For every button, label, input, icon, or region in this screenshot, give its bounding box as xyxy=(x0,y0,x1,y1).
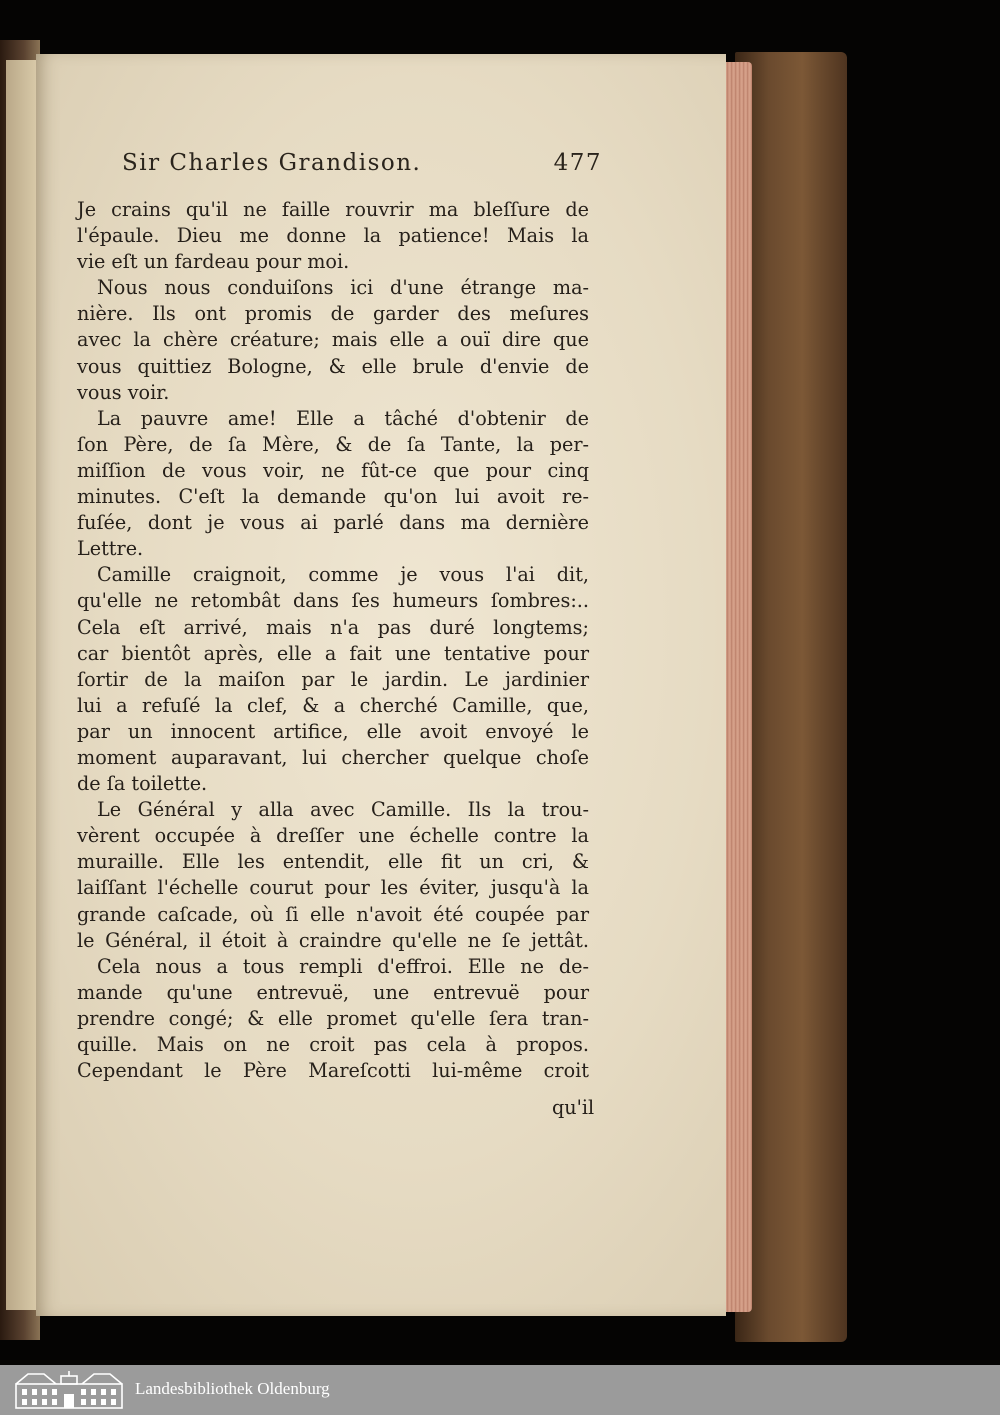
text-line: minutes. C'eſt la demande qu'on lui avoit re- xyxy=(77,485,589,509)
text-line: Camille craignoit, comme je vous l'ai dit, xyxy=(97,563,589,587)
text-line: par un innocent artifice, elle avoit envoyé le xyxy=(77,719,589,743)
text-line: La pauvre ame! Elle a tâché d'obtenir de xyxy=(97,406,589,430)
text-line: vèrent occupée à dreſſer une échelle contre la xyxy=(77,824,589,848)
text-line: Le Général y alla avec Camille. Ils la trou- xyxy=(97,798,589,822)
left-page-edge xyxy=(6,60,36,1310)
running-head xyxy=(122,150,602,176)
footer-bar xyxy=(0,1365,1000,1415)
catchword: qu'il xyxy=(552,1096,595,1119)
text-line: vous voir. xyxy=(77,380,170,404)
text-line: Je crains qu'il ne faille rouvrir ma bleſſure de xyxy=(77,198,589,221)
text-line: quille. Mais on ne croit pas cela à propos. xyxy=(77,1033,589,1056)
text-line: fuſée, dont je vous ai parlé dans ma dernière xyxy=(77,511,589,535)
text-line: Cependant le Père Mareſcotti lui-même croit xyxy=(77,1059,589,1083)
page-number: 477 xyxy=(553,150,602,176)
text-line: ſon Père, de ſa Mère, & de ſa Tante, la per- xyxy=(77,432,589,456)
running-head-title: Sir Charles Grandison. xyxy=(122,150,422,176)
text-line: laiſſant l'échelle courut pour les éviter, jusqu'à la xyxy=(77,876,589,900)
text-line: moment auparavant, lui chercher quelque choſe xyxy=(77,745,589,769)
text-line: vie eſt un fardeau pour moi. xyxy=(77,250,350,274)
text-line: lui a refuſé la clef, & a cherché Camille, que, xyxy=(77,693,589,717)
text-line: qu'elle ne retombât dans ſes humeurs ſombres:.. xyxy=(77,589,589,613)
text-line: Cela eſt arrivé, mais n'a pas duré longtems; xyxy=(77,615,589,639)
text-line: nière. Ils ont promis de garder des meſures xyxy=(77,302,589,326)
library-name: Landesbibliothek Oldenburg xyxy=(135,1379,330,1398)
text-line: vous quittiez Bologne, & elle brule d'envie de xyxy=(77,354,589,378)
text-line: prendre congé; & elle promet qu'elle ſera tran- xyxy=(77,1006,589,1030)
text-line: muraille. Elle les entendit, elle fit un cri, & xyxy=(77,850,589,874)
text-line: avec la chère créature; mais elle a ouï dire que xyxy=(77,328,589,352)
text-line: Cela nous a tous rempli d'effroi. Elle ne de- xyxy=(97,954,589,978)
text-line: miſſion de vous voir, ne fût-ce que pour cinq xyxy=(77,458,589,482)
body-text xyxy=(77,197,589,1084)
library-building-logo-icon xyxy=(14,1370,124,1410)
text-line: Lettre. xyxy=(77,537,144,561)
text-line: Nous nous conduiſons ici d'une étrange ma- xyxy=(97,276,589,300)
text-line: ſortir de la maiſon par le jardin. Le jardinier xyxy=(77,667,589,691)
text-line: de ſa toilette. xyxy=(77,772,208,796)
text-line: mande qu'une entrevuë, une entrevuë pour xyxy=(77,980,589,1004)
text-line: le Général, il étoit à craindre qu'elle ne ſe jettât. xyxy=(77,928,589,952)
text-line: l'épaule. Dieu me donne la patience! Mais la xyxy=(77,224,589,248)
text-line: car bientôt après, elle a fait une tentative pour xyxy=(77,641,589,665)
text-line: grande caſcade, où ſi elle n'avoit été coupée par xyxy=(77,902,589,926)
